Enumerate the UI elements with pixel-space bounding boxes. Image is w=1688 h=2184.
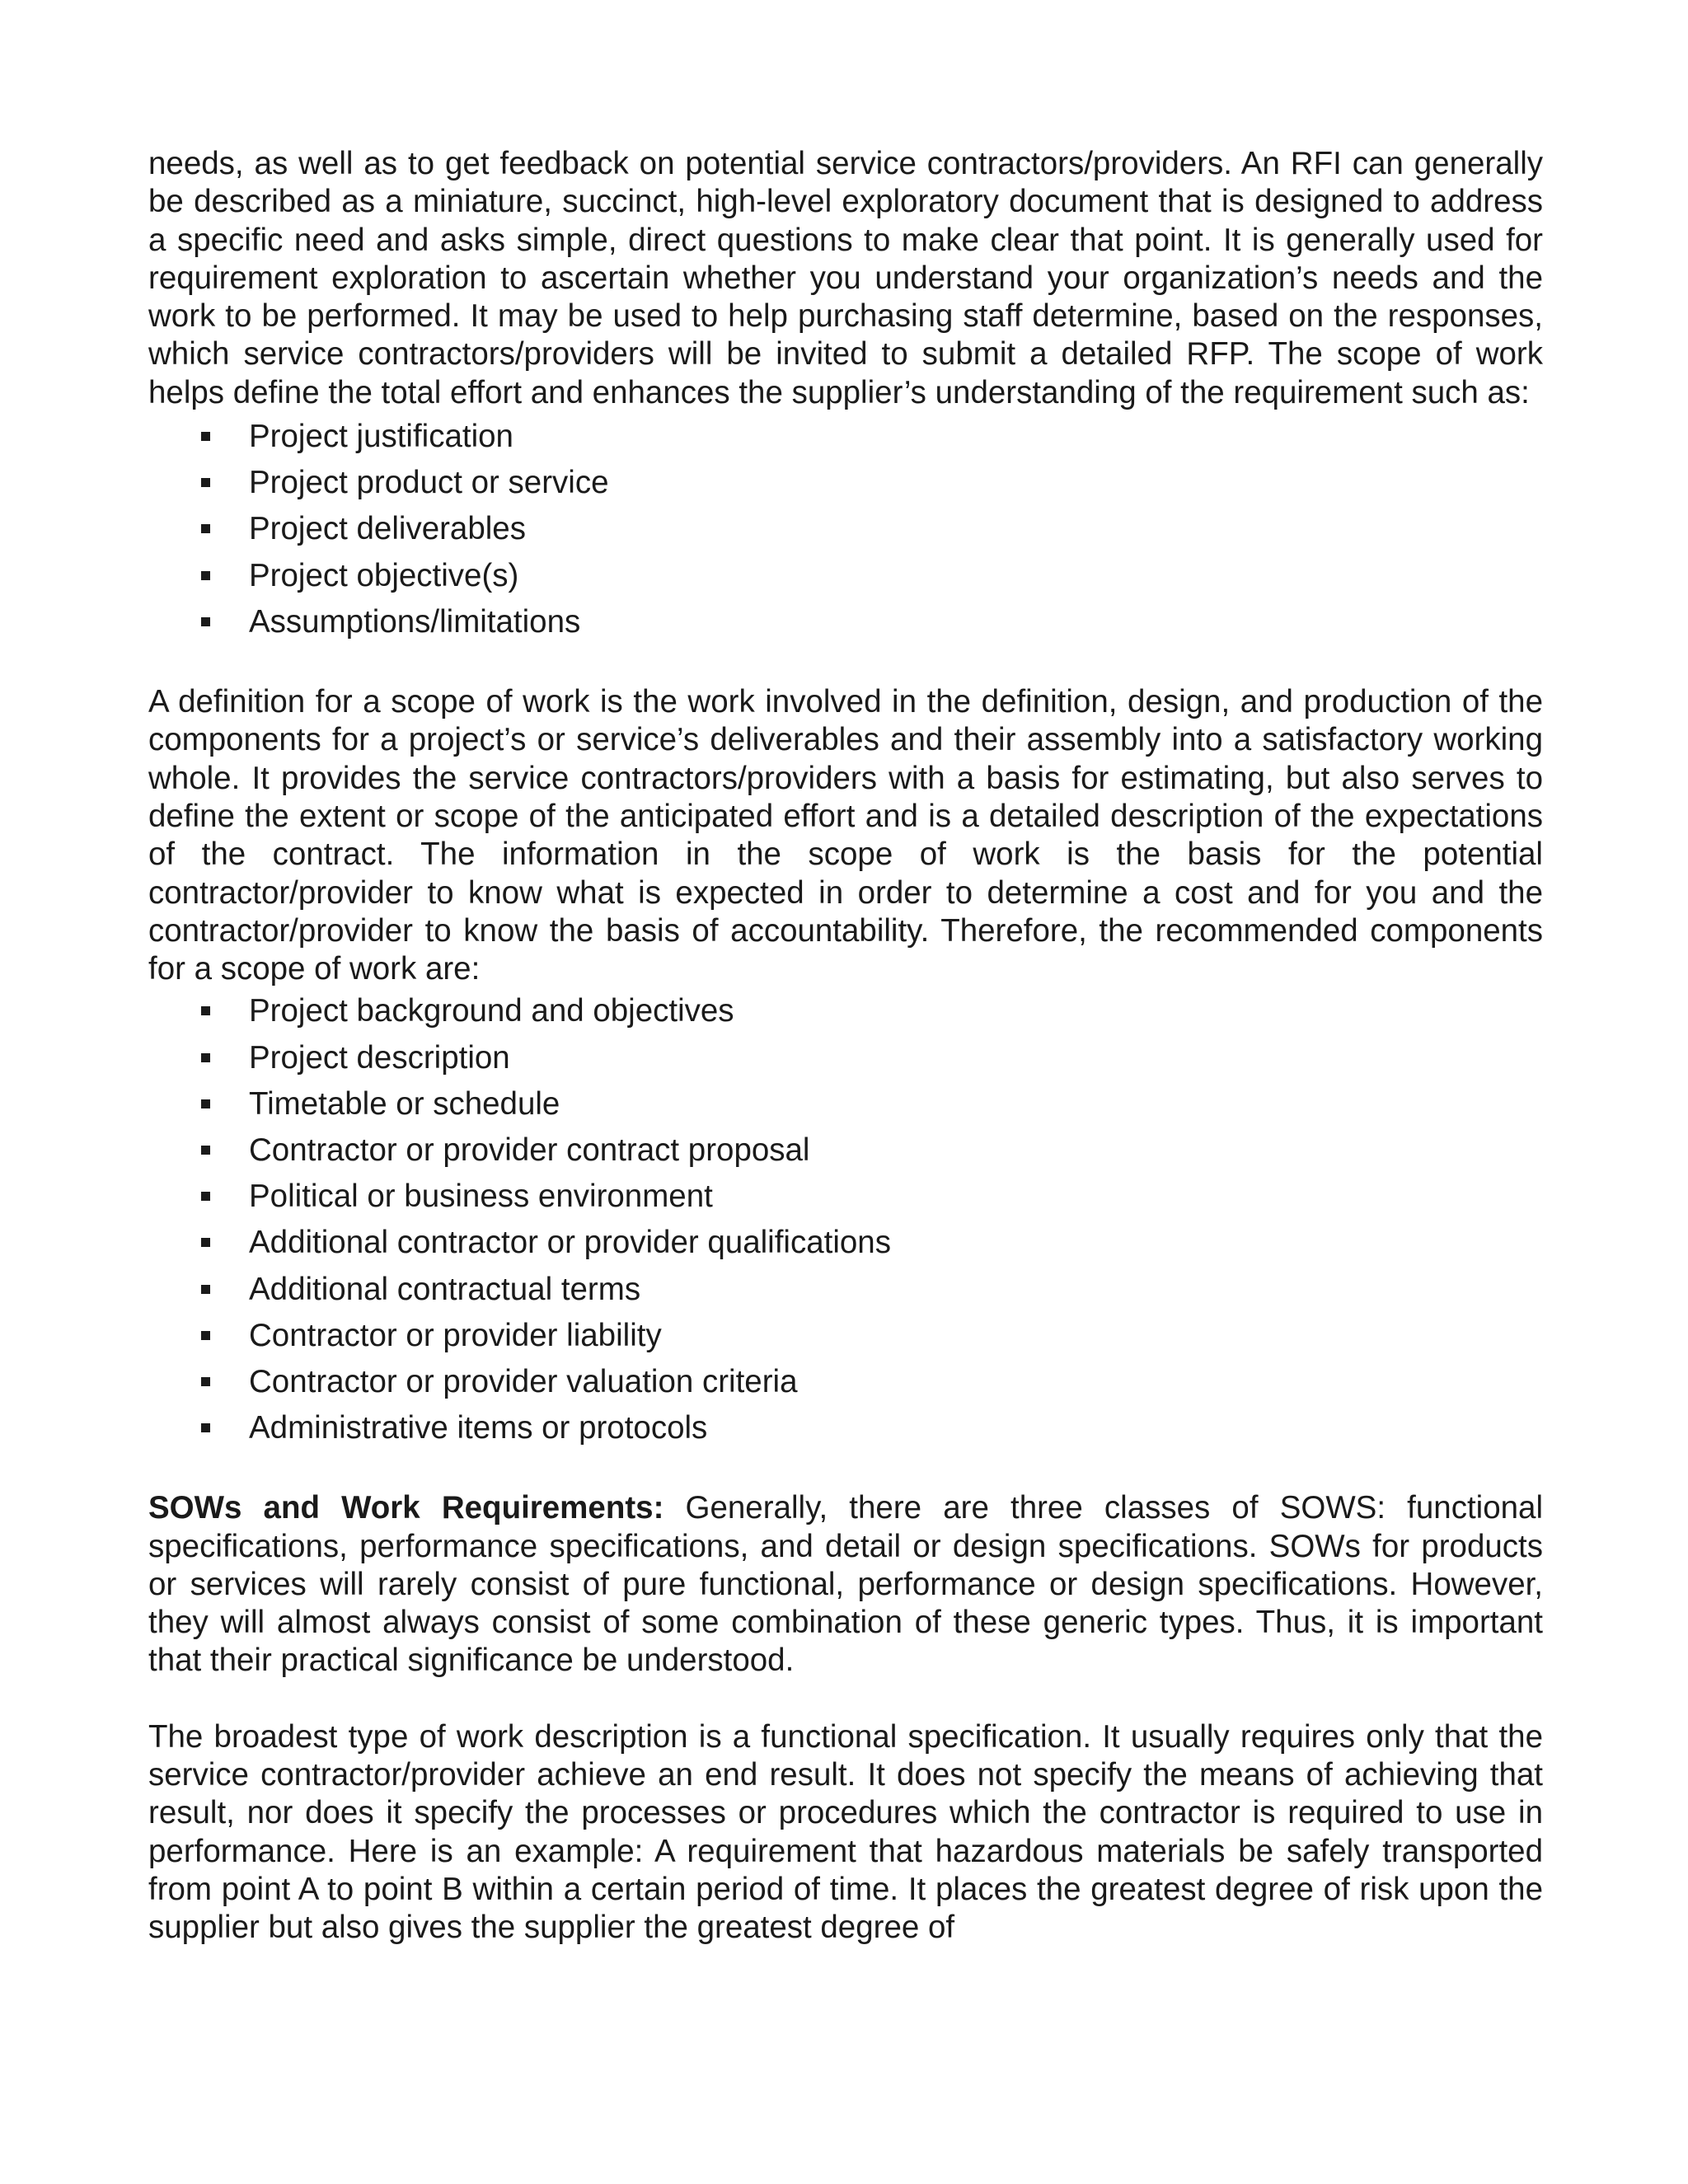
paragraph-functional-specification: The broadest type of work description is a functional specification. It usually requires only that the service contractor/provider achieve an end result. It does not specify the means of achieving that result, nor does it specify the processes or procedures which the contractor is required to use in performance. Here is an example: A requirement that hazardous materials be safely transported from point A to point B within a certain period of time. It places the greatest degree of risk upon the supplier but also gives the supplier the greatest degree of	[148, 1718, 1543, 1946]
list-item	[148, 1313, 1543, 1359]
square-bullet-icon	[201, 1192, 210, 1201]
list-item-label: Contractor or provider valuation criteria	[249, 1363, 798, 1399]
section-body-text: Generally, there are three classes of SOWS: functional specifications, performance specifications, and detail or design specifications. SOWs for products or services will rarely consist of pure functional, performance or design specifications. However, they will almost always consist of some combination of these generic types. Thus, it is important that their practical significance be understood.	[148, 1490, 1543, 1679]
square-bullet-icon	[201, 1423, 210, 1432]
square-bullet-icon	[201, 1331, 210, 1340]
list-item	[148, 553, 1543, 599]
paragraph-rfi-description: needs, as well as to get feedback on potential service contractors/providers. An RFI can generally be described as a miniature, succinct, high-level exploratory document that is designed to address a specific need and asks simple, direct questions to make clear that point. It is generally used for requirement exploration to ascertain whether you understand your organization’s needs and the work to be performed. It may be used to help purchasing staff determine, based on the responses, which service contractors/providers will be invited to submit a detailed RFP. The scope of work helps define the total effort and enhances the supplier’s understanding of the requirement such as:	[148, 146, 1543, 410]
square-bullet-icon	[201, 432, 210, 441]
paragraph-spacer	[148, 645, 1543, 683]
list-item-label: Project product or service	[249, 465, 609, 501]
bullet-list-scope-components	[148, 988, 1543, 1451]
list-item-label: Administrative items or protocols	[249, 1410, 708, 1446]
bullet-list-scope-examples	[148, 414, 1543, 645]
list-item	[148, 1174, 1543, 1220]
square-bullet-icon	[201, 617, 210, 626]
list-item	[148, 1081, 1543, 1127]
list-item-label: Project justification	[249, 419, 513, 455]
square-bullet-icon	[201, 1006, 210, 1015]
square-bullet-icon	[201, 524, 210, 533]
list-item	[148, 1127, 1543, 1174]
list-item-label: Additional contractor or provider qualifications	[249, 1225, 891, 1261]
square-bullet-icon	[201, 571, 210, 580]
list-item-label: Project description	[249, 1039, 510, 1076]
square-bullet-icon	[201, 1099, 210, 1108]
list-item	[148, 1405, 1543, 1451]
list-item-label: Timetable or schedule	[249, 1085, 560, 1122]
list-item-label: Project background and objectives	[249, 993, 734, 1029]
list-item-label: Contractor or provider contract proposal	[249, 1132, 810, 1168]
paragraph-scope-definition: A definition for a scope of work is the work involved in the definition, design, and production of the components for a project’s or service’s deliverables and their assembly into a satisfactory working whole. It provides the service contractors/providers with a basis for estimating, but also serves to define the extent or scope of the anticipated effort and is a detailed description of the expectations of the contract. The information in the scope of work is the basis for the potential contractor/provider to know what is expected in order to determine a cost and for you and the contractor/provider to know the basis of accountability. Therefore, the recommended components for a scope of work are:	[148, 684, 1543, 987]
list-item	[148, 988, 1543, 1034]
document-page	[148, 145, 1543, 1947]
paragraph-spacer	[148, 1451, 1543, 1489]
list-item	[148, 460, 1543, 506]
list-item	[148, 414, 1543, 460]
list-item-label: Assumptions/limitations	[249, 603, 581, 640]
paragraph-spacer	[148, 1680, 1543, 1718]
square-bullet-icon	[201, 478, 210, 487]
square-bullet-icon	[201, 1238, 210, 1247]
list-item-label: Political or business environment	[249, 1179, 713, 1215]
list-item	[148, 1035, 1543, 1081]
list-item	[148, 506, 1543, 552]
section-lead-heading: SOWs and Work Requirements:	[148, 1490, 664, 1526]
list-item	[148, 1267, 1543, 1313]
list-item	[148, 599, 1543, 645]
list-item-label: Project deliverables	[249, 511, 526, 547]
list-item	[148, 1220, 1543, 1266]
square-bullet-icon	[201, 1146, 210, 1155]
list-item-label: Additional contractual terms	[249, 1271, 641, 1307]
list-item-label: Project objective(s)	[249, 557, 519, 593]
paragraph-sows-work-requirements	[148, 1489, 1543, 1680]
list-item-label: Contractor or provider liability	[249, 1317, 662, 1353]
square-bullet-icon	[201, 1285, 210, 1294]
square-bullet-icon	[201, 1377, 210, 1386]
square-bullet-icon	[201, 1053, 210, 1062]
list-item	[148, 1359, 1543, 1405]
